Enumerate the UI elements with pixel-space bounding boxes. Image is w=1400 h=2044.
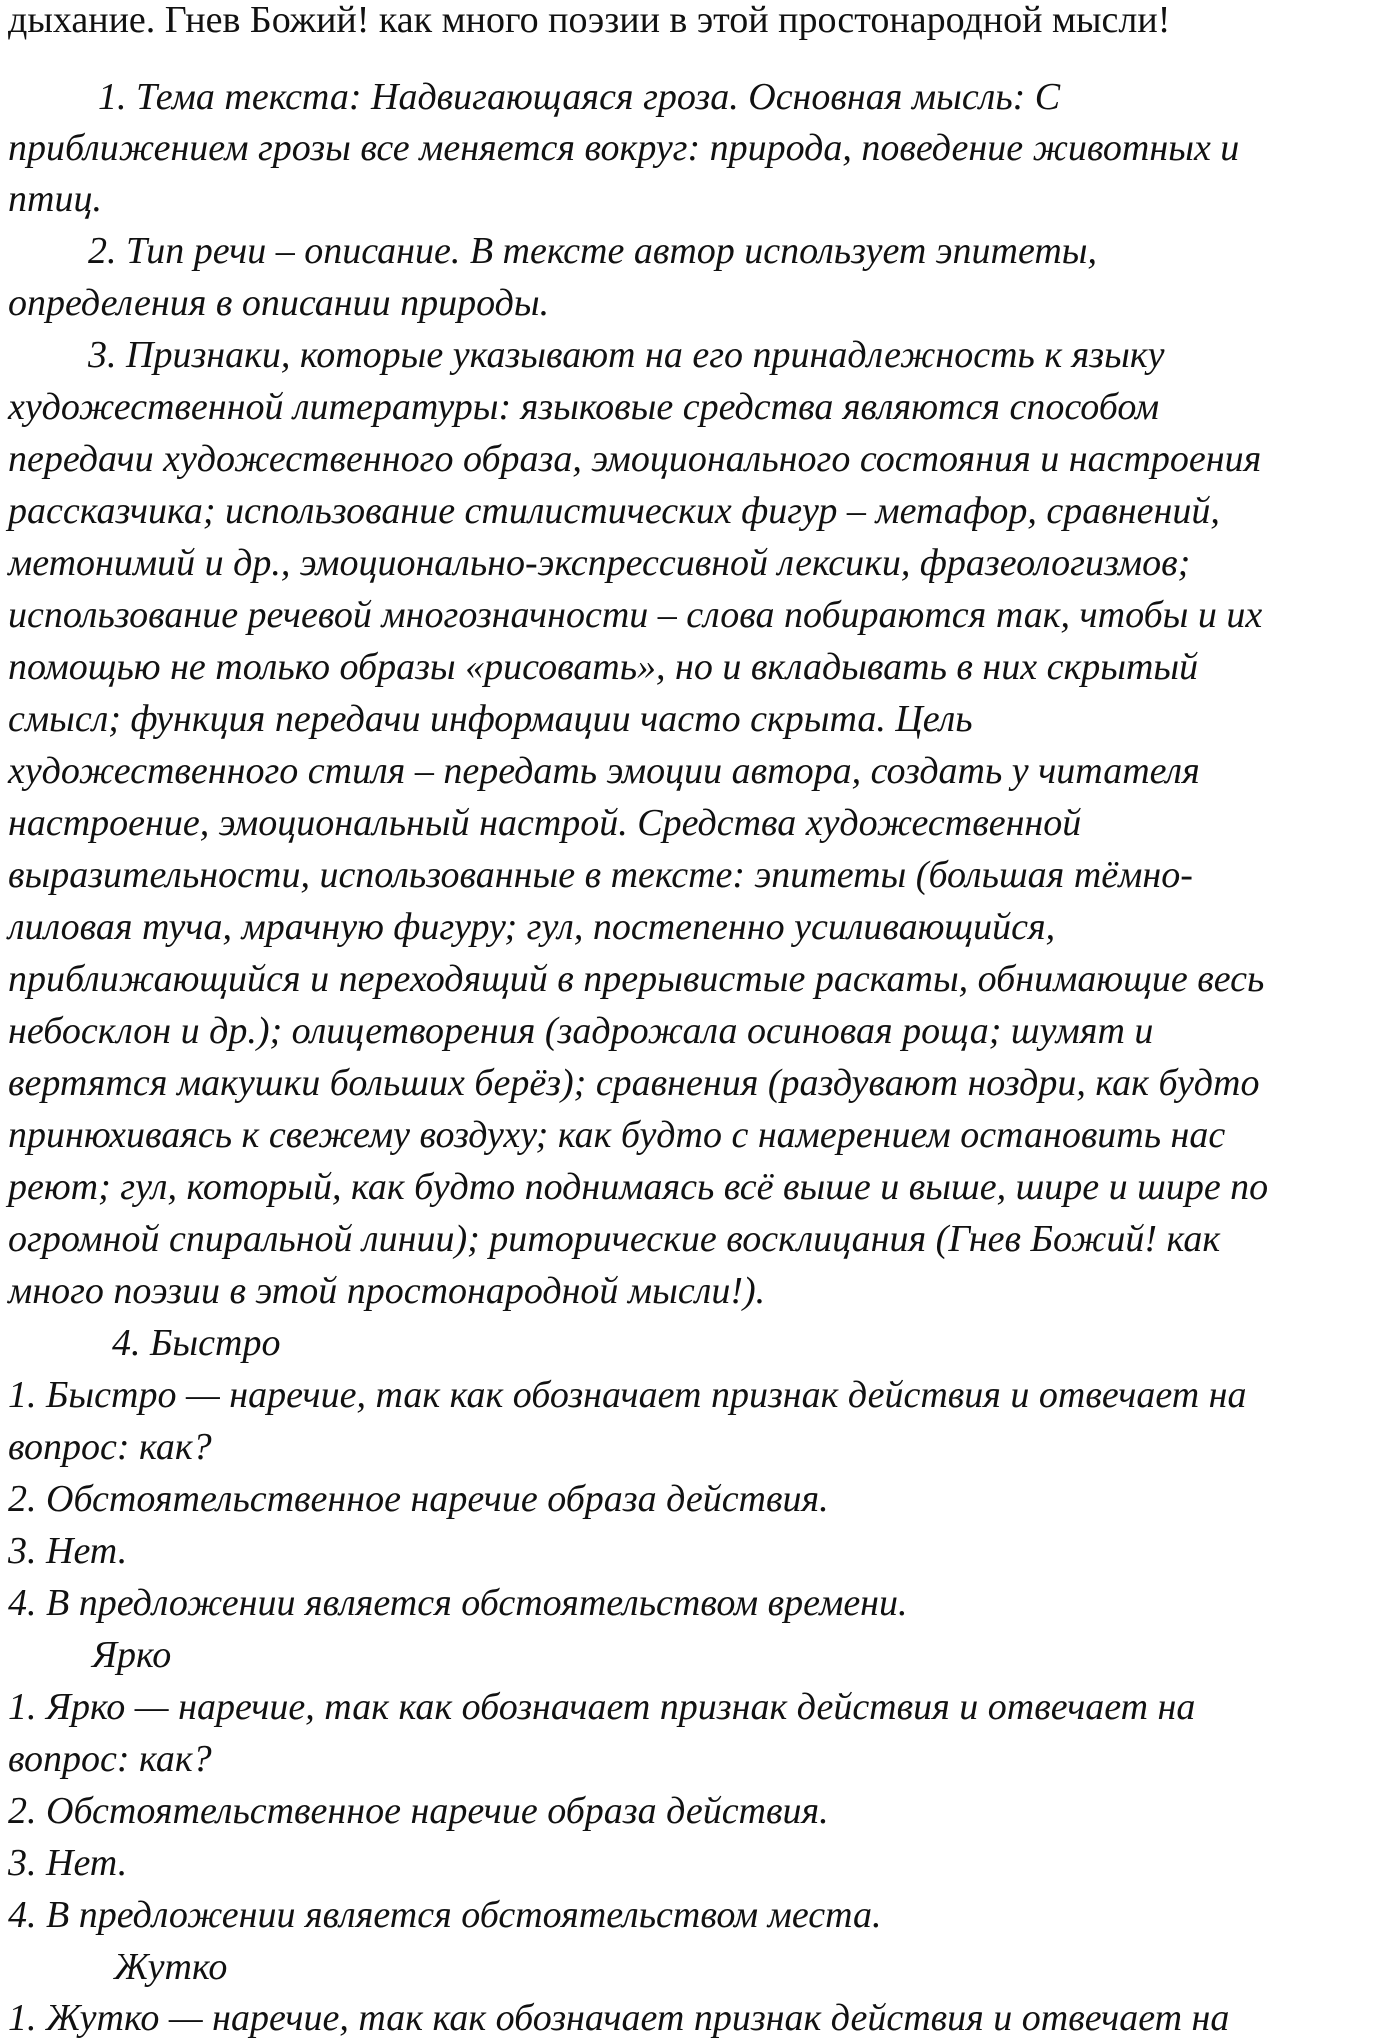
text-line: рассказчика; использование стилистических фигур – метафор, сравнений,: [8, 490, 1220, 532]
text-line: 2. Обстоятельственное наречие образа действия.: [8, 1790, 829, 1832]
text-line: небосклон и др.); олицетворения (задрожала осиновая роща; шумят и: [8, 1010, 1154, 1052]
text-line: 1. Жутко — наречие, так как обозначает признак действия и отвечает на: [8, 1997, 1230, 2039]
text-line: вертятся макушки больших берёз); сравнения (раздувают ноздри, как будто: [8, 1062, 1260, 1104]
section-heading: Жутко: [114, 1946, 228, 1988]
text-line: 1. Тема текста: Надвигающаяся гроза. Основная мысль: С: [98, 76, 1061, 118]
text-line: 4. В предложении является обстоятельством места.: [8, 1894, 882, 1936]
section-heading: 4. Быстро: [112, 1322, 281, 1364]
text-line: огромной спиральной линии); риторические восклицания (Гнев Божий! как: [8, 1218, 1221, 1260]
text-line: выразительности, использованные в тексте: эпитеты (большая тёмно-: [8, 854, 1193, 896]
text-line: художественного стиля – передать эмоции автора, создать у читателя: [8, 750, 1200, 792]
text-line: лиловая туча, мрачную фигуру; гул, постепенно усиливающийся,: [8, 906, 1056, 948]
text-line: использование речевой многозначности – слова побираются так, чтобы и их: [8, 594, 1263, 636]
text-line: настроение, эмоциональный настрой. Средства художественной: [8, 802, 1082, 844]
text-line: 3. Нет.: [8, 1530, 128, 1572]
text-line: вопрос: как?: [8, 1426, 212, 1468]
text-line: 1. Ярко — наречие, так как обозначает признак действия и отвечает на: [8, 1686, 1196, 1728]
text-line: передачи художественного образа, эмоционального состояния и настроения: [8, 438, 1262, 480]
text-line: метонимий и др., эмоционально-экспрессивной лексики, фразеологизмов;: [8, 542, 1191, 584]
text-line: 2. Тип речи – описание. В тексте автор использует эпитеты,: [88, 230, 1098, 272]
text-line: 3. Признаки, которые указывают на его принадлежность к языку: [88, 334, 1165, 376]
text-line: приближением грозы все меняется вокруг: природа, поведение животных и: [8, 127, 1240, 169]
text-line: птиц.: [8, 178, 102, 220]
text-line: реют; гул, который, как будто поднимаясь всё выше и выше, шире и шире по: [8, 1166, 1269, 1208]
text-line: вопрос: как?: [8, 1738, 212, 1780]
text-line: художественной литературы: языковые средства являются способом: [8, 386, 1160, 428]
text-line: 3. Нет.: [8, 1842, 128, 1884]
section-heading: Ярко: [92, 1634, 172, 1676]
text-line: смысл; функция передачи информации часто скрыта. Цель: [8, 698, 973, 740]
text-line: приближающийся и переходящий в прерывистые раскаты, обнимающие весь: [8, 958, 1265, 1000]
text-line: определения в описании природы.: [8, 282, 550, 324]
text-line: 4. В предложении является обстоятельством времени.: [8, 1582, 908, 1624]
text-line: принюхиваясь к свежему воздуху; как будто с намерением остановить нас: [8, 1114, 1226, 1156]
text-line: помощью не только образы «рисовать», но и вкладывать в них скрытый: [8, 646, 1199, 688]
text-line: 1. Быстро — наречие, так как обозначает признак действия и отвечает на: [8, 1374, 1247, 1416]
text-line: 2. Обстоятельственное наречие образа действия.: [8, 1478, 829, 1520]
text-line: дыхание. Гнев Божий! как много поэзии в этой простонародной мысли!: [8, 0, 1171, 41]
text-line: много поэзии в этой простонародной мысли!).: [8, 1270, 766, 1312]
